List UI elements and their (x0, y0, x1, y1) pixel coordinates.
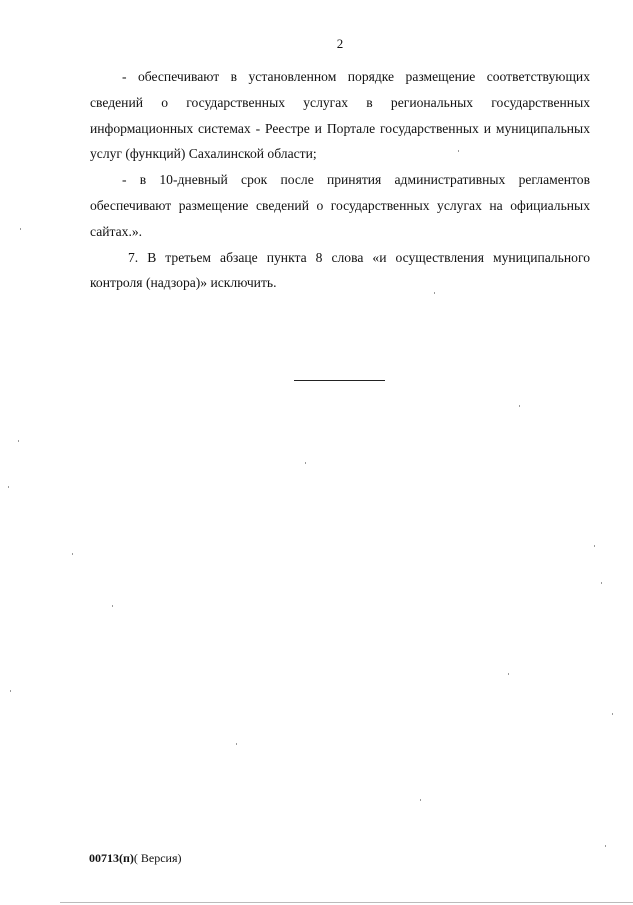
paragraph-1: - обеспечивают в установленном порядке размещение соответствующих сведений о государственных услугах в региональных государственных информационных системах - Реестре и Портале государственных и муниципальных услуг (функций) Сахалинской области; (90, 69, 590, 162)
scan-speck (72, 553, 73, 555)
scan-speck (601, 582, 602, 584)
document-body (90, 64, 590, 296)
scan-speck (508, 673, 509, 675)
document-code-number: 00713(п) (89, 851, 134, 865)
scan-speck (605, 845, 606, 847)
scan-speck (594, 545, 595, 547)
paragraph-2: - в 10-дневный срок после принятия административных регламентов обеспечивают размещение сведений о государственных услугах на официальных сайтах.». (90, 172, 590, 239)
scan-speck (612, 713, 613, 715)
page-number: 2 (336, 36, 344, 51)
document-code-version: ( Версия) (133, 851, 182, 865)
scan-speck (420, 799, 421, 801)
scan-speck (8, 486, 9, 488)
scan-speck (434, 292, 435, 294)
scan-speck (20, 228, 21, 230)
paragraph-3: 7. В третьем абзаце пункта 8 слова «и осуществления муниципального контроля (надзора)» исключить. (90, 249, 590, 291)
scan-speck (305, 462, 306, 464)
scan-speck (519, 405, 520, 407)
scan-bottom-edge (60, 902, 633, 903)
document-code (89, 851, 182, 865)
scan-speck (112, 605, 113, 607)
scan-speck (236, 743, 237, 745)
scan-speck (18, 440, 19, 442)
scan-speck (458, 150, 459, 152)
scan-speck (10, 690, 11, 692)
end-separator-line (294, 380, 385, 381)
